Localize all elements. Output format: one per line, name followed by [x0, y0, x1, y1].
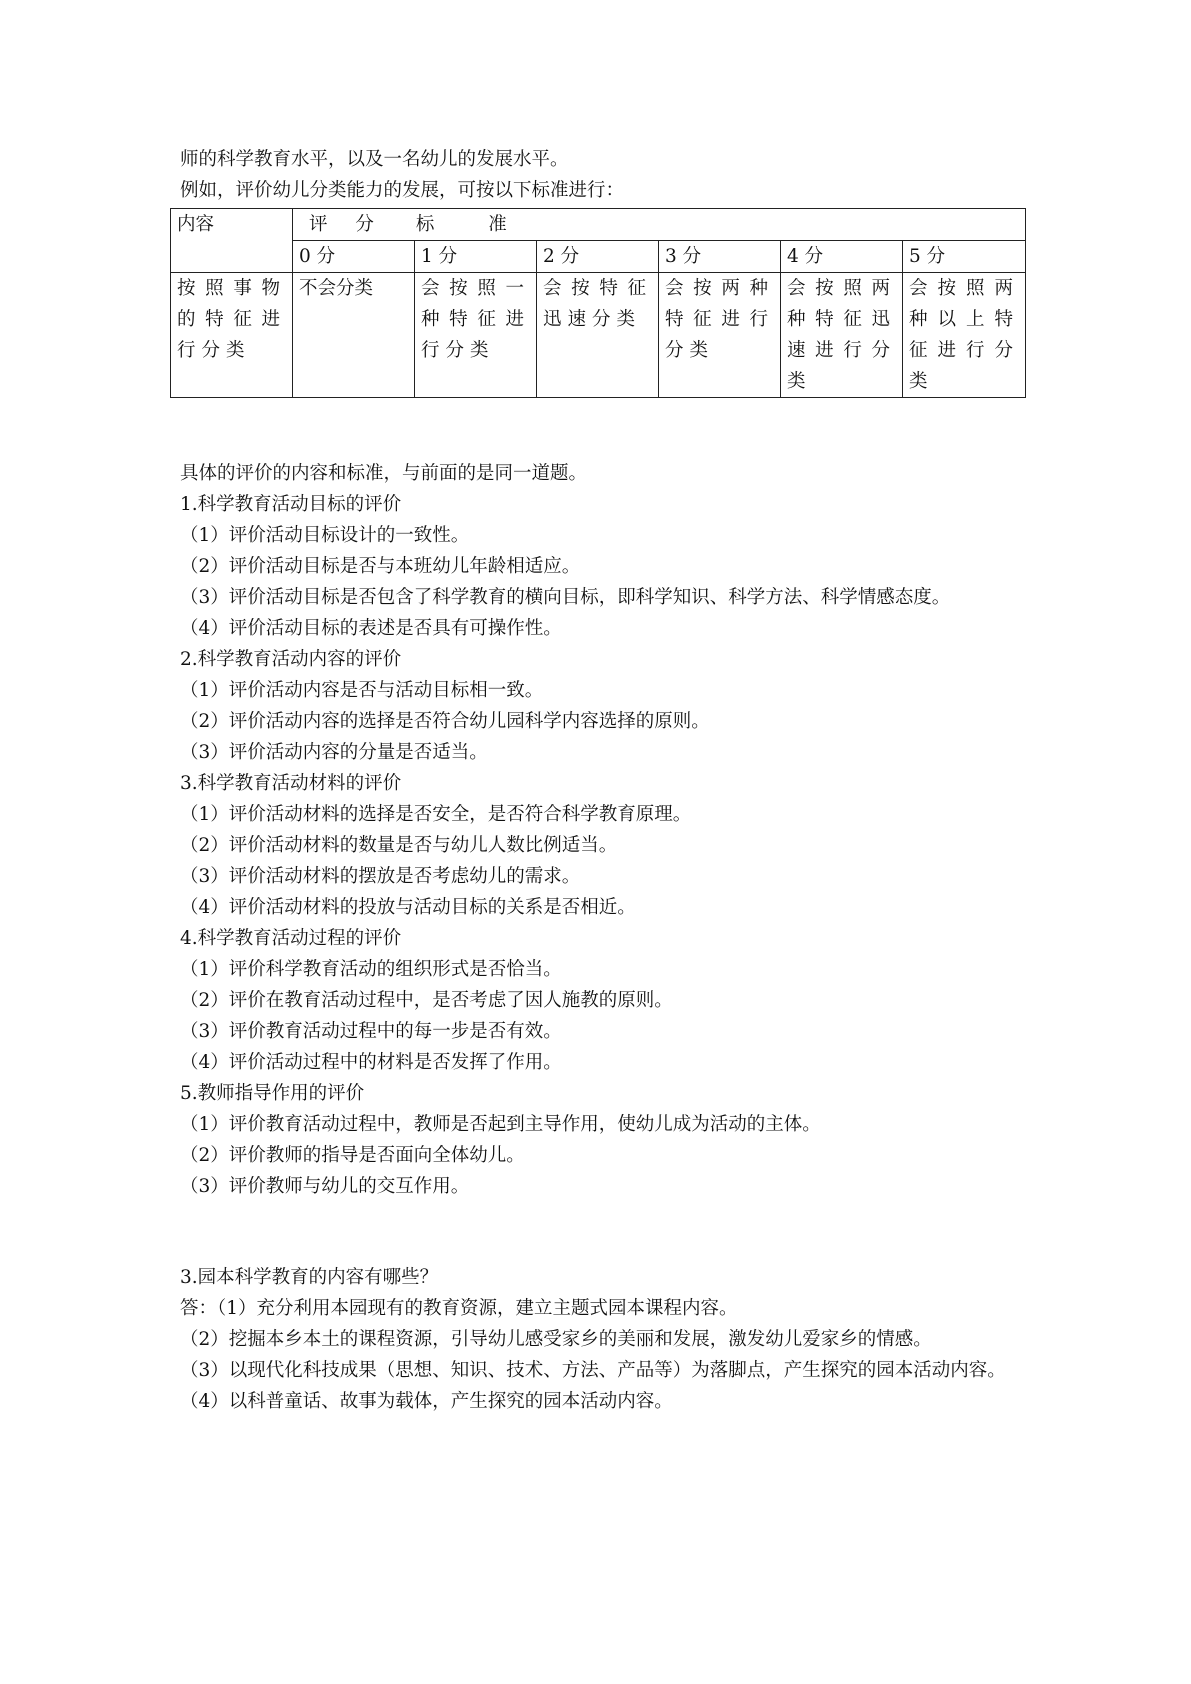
table-criteria-row — [171, 273, 1026, 398]
score-header-cell: 4 分 — [781, 241, 903, 273]
list-item: （1）评价活动目标设计的一致性。 — [180, 525, 470, 546]
evaluation-group — [180, 768, 1030, 923]
list-item: （1）评价活动内容是否与活动目标相一致。 — [180, 680, 544, 701]
intro-line-2: 例如，评价幼儿分类能力的发展，可按以下标准进行： — [180, 180, 625, 201]
answer-item: 答：（1）充分利用本园现有的教育资源，建立主题式园本课程内容。 — [180, 1298, 738, 1319]
criteria-cell: 不会分类 — [293, 273, 415, 398]
list-item: （3）评价教育活动过程中的每一步是否有效。 — [180, 1021, 562, 1042]
answer-item: （2）挖掘本乡本土的课程资源，引导幼儿感受家乡的美丽和发展，激发幼儿爱家乡的情感。 — [180, 1329, 932, 1350]
list-item: （1）评价科学教育活动的组织形式是否恰当。 — [180, 959, 562, 980]
list-item: （2）评价活动材料的数量是否与幼儿人数比例适当。 — [180, 835, 618, 856]
list-item: （1）评价教育活动过程中，教师是否起到主导作用，使幼儿成为活动的主体。 — [180, 1114, 821, 1135]
criteria-cell: 会按特征迅速分类 — [537, 273, 659, 398]
list-item: （3）评价活动材料的摆放是否考虑幼儿的需求。 — [180, 866, 581, 887]
criteria-cell: 会按照两种以上特征进行分类 — [903, 273, 1026, 398]
answer-item: （3）以现代化科技成果（思想、知识、技术、方法、产品等）为落脚点，产生探究的园本活动内容。 — [180, 1360, 1006, 1381]
standard-header-char: 分 — [355, 214, 374, 235]
list-item: （2）评价活动内容的选择是否符合幼儿园科学内容选择的原则。 — [180, 711, 710, 732]
criteria-cell: 会按两种特征进行分类 — [659, 273, 781, 398]
intro-line-1: 师的科学教育水平，以及一名幼儿的发展水平。 — [180, 149, 569, 170]
standard-header-cell — [293, 209, 1026, 241]
question-block — [180, 1262, 1030, 1417]
list-item: （4）评价活动目标的表述是否具有可操作性。 — [180, 618, 562, 639]
table-score-row — [171, 241, 1026, 273]
evaluation-group — [180, 644, 1030, 768]
score-header-cell: 5 分 — [903, 241, 1026, 273]
criteria-cell: 会按照两种特征迅速进行分类 — [781, 273, 903, 398]
group-title: 4.科学教育活动过程的评价 — [180, 928, 402, 949]
group-title: 2.科学教育活动内容的评价 — [180, 649, 402, 670]
section-intro: 具体的评价的内容和标准，与前面的是同一道题。 — [180, 463, 588, 484]
standard-header-char: 评 — [309, 214, 328, 235]
list-item: （3）评价活动目标是否包含了科学教育的横向目标，即科学知识、科学方法、科学情感态度。 — [180, 587, 951, 608]
evaluation-group — [180, 923, 1030, 1078]
list-item: （3）评价活动内容的分量是否适当。 — [180, 742, 488, 763]
group-title: 1.科学教育活动目标的评价 — [180, 494, 402, 515]
score-header-cell: 1 分 — [415, 241, 537, 273]
list-item: （2）评价教师的指导是否面向全体幼儿。 — [180, 1145, 525, 1166]
criteria-cell: 会按照一种特征进行分类 — [415, 273, 537, 398]
list-item: （2）评价活动目标是否与本班幼儿年龄相适应。 — [180, 556, 581, 577]
evaluation-group — [180, 489, 1030, 644]
score-header-cell: 3 分 — [659, 241, 781, 273]
group-title: 5.教师指导作用的评价 — [180, 1083, 365, 1104]
score-header-cell: 0 分 — [293, 241, 415, 273]
document-page — [177, 144, 1030, 1417]
list-item: （3）评价教师与幼儿的交互作用。 — [180, 1176, 470, 1197]
list-item: （2）评价在教育活动过程中，是否考虑了因人施教的原则。 — [180, 990, 673, 1011]
list-item: （4）评价活动材料的投放与活动目标的关系是否相近。 — [180, 897, 636, 918]
score-header-cell: 2 分 — [537, 241, 659, 273]
evaluation-group — [180, 1078, 1030, 1202]
row-label-cell: 按照事物的特征进行分类 — [171, 273, 293, 398]
group-title: 3.科学教育活动材料的评价 — [180, 773, 402, 794]
content-header-cell: 内容 — [171, 209, 293, 273]
list-item: （1）评价活动材料的选择是否安全，是否符合科学教育原理。 — [180, 804, 692, 825]
standard-header-char: 标 — [415, 214, 435, 235]
scoring-criteria-table — [170, 208, 1026, 398]
list-item: （4）评价活动过程中的材料是否发挥了作用。 — [180, 1052, 562, 1073]
answer-item: （4）以科普童话、故事为载体，产生探究的园本活动内容。 — [180, 1391, 673, 1412]
table-header-row — [171, 209, 1026, 241]
standard-header-char: 准 — [488, 214, 507, 235]
question-title: 3.园本科学教育的内容有哪些？ — [180, 1267, 439, 1288]
